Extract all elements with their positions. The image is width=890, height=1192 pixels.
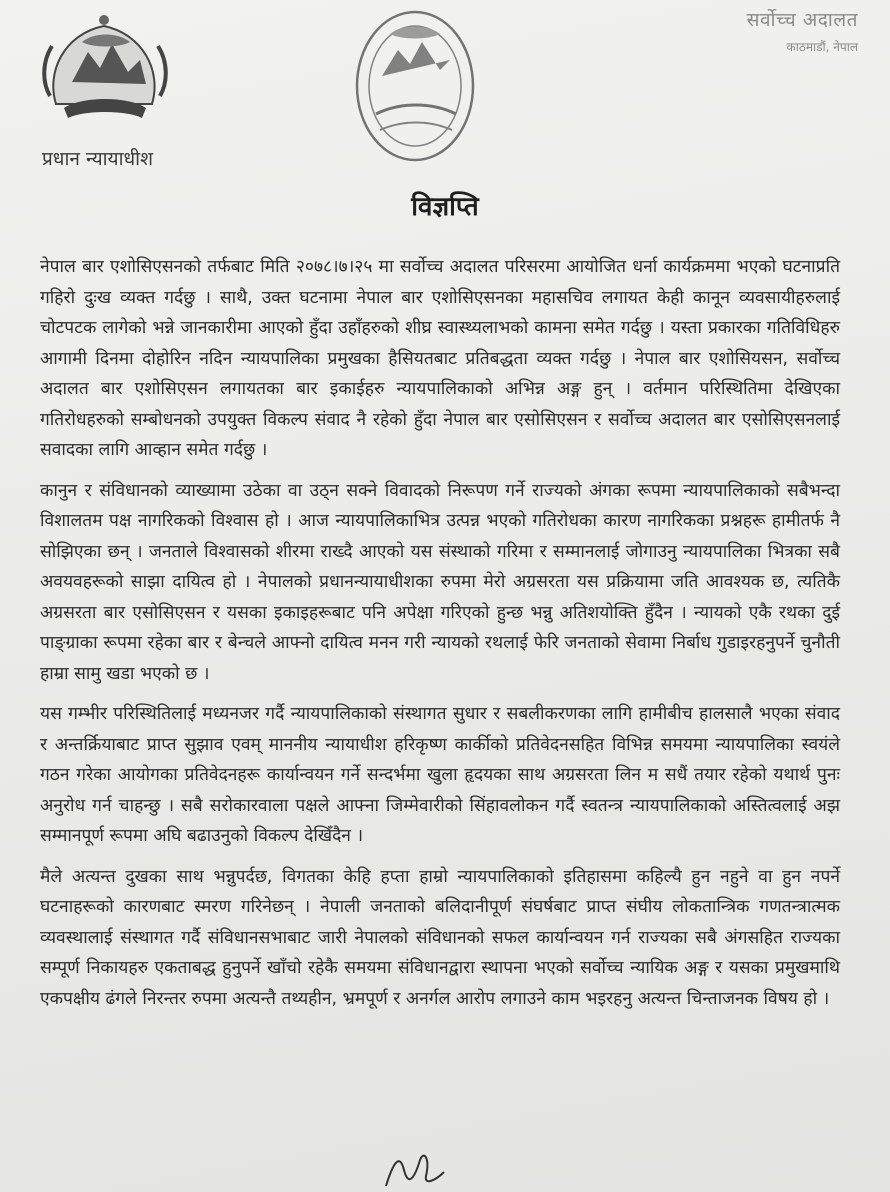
paragraph-4: मैले अत्यन्त दुखका साथ भन्नुपर्दछ, विगतका केहि हप्ता हाम्रो न्यायपालिकाको इतिहासमा कहिल्यै हुन नहुने वा हुन नपर्ने घटनाहरूको कारणबाट स्मरण गरिनेछन् । नेपाली जनताको बलिदानीपूर्ण संघर्षबाट प्राप्त संघीय लोकतान्त्रिक गणतन्त्रात्मक व्यवस्थालाई संस्थागत गर्दै संविधानसभाबाट जारी नेपालको संविधानको सफल कार्यान्वयन गर्न राज्यका सबै अंगसहित राज्यका सम्पूर्ण निकायहरु एकताबद्ध हुनुपर्ने खाँचो रहेकै समयमा संविधानद्वारा स्थापना भएको सर्वोच्च न्यायिक अङ्ग र यसका प्रमुखमाथि एकपक्षीय ढंगले निरन्तर रुपमा अत्यन्तै तथ्यहीन, भ्रमपूर्ण र अनर्गल आरोप लगाउने काम भइरहनु अत्यन्त चिन्ताजनक विषय हो ।: [40, 866, 840, 1009]
court-city: काठमाडौं, नेपाल: [786, 40, 858, 54]
letterhead: [747, 6, 858, 55]
signature-mark: [380, 1150, 450, 1192]
court-name: सर्वोच्च अदालत: [746, 9, 858, 31]
paragraph-1: नेपाल बार एशोसिएसनको तर्फबाट मिति २०७८।७।२५ मा सर्वोच्च अदालत परिसरमा आयोजित धर्ना कार्यक्रममा भएको घटनाप्रति गहिरो दुःख व्यक्त गर्दछु । साथै, उक्त घटनामा नेपाल बार एशोसिएसनका महासचिव लगायत केही कानून व्यवसायीहरुलाई चोटपटक लागेको भन्ने जानकारीमा आएको हुँदा उहाँहरुको शीघ्र स्वास्थ्यलाभको कामना समेत गर्दछु । यस्ता प्रकारका गतिविधिहरु आगामी दिनमा दोहोरिन नदिन न्यायपालिका प्रमुखका हैसियतबाट प्रतिबद्धता व्यक्त गर्दछु । नेपाल बार एशोसियसन, सर्वोच्च अदालत बार एशोसिएसन लगायतका बार इकाईहरु न्यायपालिकाको अभिन्न अङ्ग हुन् । वर्तमान परिस्थितिमा देखिएका गतिरोधहरुको सम्बोधनको उपयुक्त विकल्प संवाद नै रहेको हुँदा नेपाल बार एसोसिएसन र सर्वोच्च अदालत बार एसोसिएसनलाई सवादका लागि आव्हान समेत गर्दछु ।: [40, 257, 840, 460]
national-emblem-icon: [42, 12, 168, 132]
chief-justice-label: प्रधान न्यायाधीश: [42, 148, 154, 170]
page-title: विज्ञप्ति: [411, 192, 479, 222]
court-seal-icon: [350, 6, 480, 166]
document-body: [40, 252, 840, 1024]
paragraph-3: यस गम्भीर परिस्थितिलाई मध्यनजर गर्दै न्यायपालिकाको संस्थागत सुधार र सबलीकरणका लागि हामीबीच हालसालै भएका संवाद र अन्तर्क्रियाबाट प्राप्त सुझाव एवम् माननीय न्यायाधीश हरिकृष्ण कार्कीको प्रतिवेदनसहित विभिन्न समयमा न्यायपालिका स्वयंले गठन गरेका आयोगका प्रतिवेदनहरू कार्यान्वयन गर्ने सन्दर्भमा खुला हृदयका साथ अग्रसरता लिन म सधैं तयार रहेको यथार्थ पुनः अनुरोध गर्न चाहन्छु । सबै सरोकारवाला पक्षले आफ्ना जिम्मेवारीको सिंहावलोकन गर्दै स्वतन्त्र न्यायपालिकाको अस्तित्वलाई अझ सम्मानपूर्ण रूपमा अघि बढाउनुको विकल्प देखिँदैन ।: [40, 704, 840, 846]
paragraph-2: कानुन र संविधानको व्याख्यामा उठेका वा उठ्न सक्ने विवादको निरूपण गर्ने राज्यको अंगका रूपमा न्यायपालिकाको सबैभन्दा विशालतम पक्ष नागरिकको विश्वास हो । आज न्यायपालिकाभित्र उत्पन्न भएको गतिरोधका कारण नागरिकका प्रश्नहरू हामीतर्फ नै सोझिएका छन् । जनताले विश्वासको शीरमा राख्दै आएको यस संस्थाको गरिमा र सम्मानलाई जोगाउनु न्यायपालिका भित्रका सबै अवयवहरूको साझा दायित्व हो । नेपालको प्रधानन्यायाधीशका रुपमा मेरो अग्रसरता यस प्रक्रियामा जति आवश्यक छ, त्यतिकै अग्रसरता बार एसोसिएसन र यसका इकाइहरूबाट पनि अपेक्षा गरिएको हुन्छ भन्नु अतिशयोक्ति हुँदैन । न्यायको एकै रथका दुई पाङ्ग्राका रूपमा रहेका बार र बेन्चले आफ्नो दायित्व मनन गरी न्यायको रथलाई फेरि जनताको सेवामा निर्बाध गुडाइरहनुपर्ने चुनौती हाम्रा सामु खडा भएको छ ।: [40, 480, 840, 684]
